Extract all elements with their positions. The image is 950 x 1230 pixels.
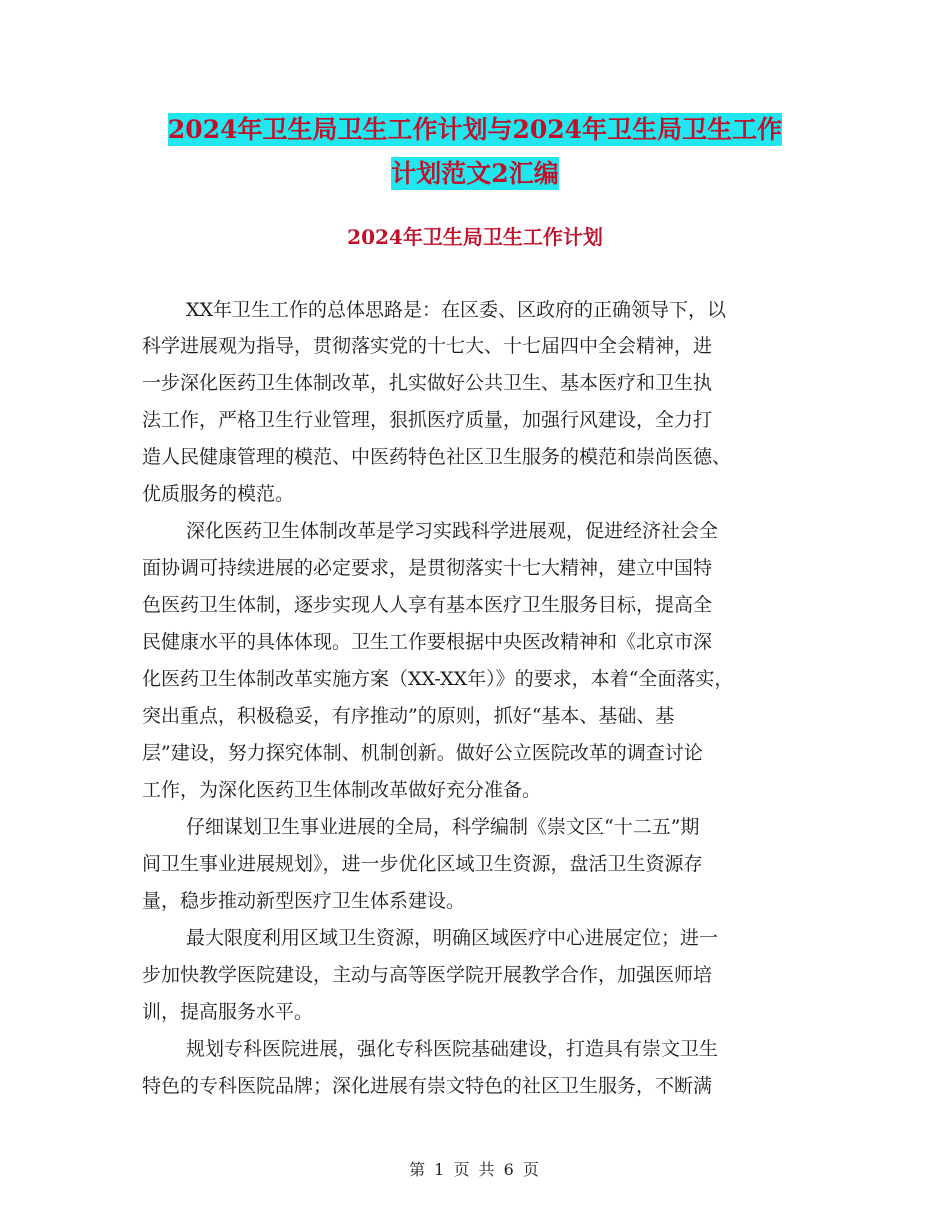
body-line-3: 一步深化医药卫生体制改革，扎实做好公共卫生、基本医疗和卫生执: [142, 372, 713, 394]
body-line-2: 科学进展观为指导，贯彻落实党的十七大、十七届四中全会精神，进: [142, 335, 713, 357]
title-highlight-2: 计划范文2汇编: [391, 159, 559, 188]
body-line-19: 步加快教学医院建设，主动与高等医学院开展教学合作，加强医师培: [142, 964, 713, 986]
title-highlight-1: 2024年卫生局卫生工作计划与2024年卫生局卫生工作: [167, 115, 783, 144]
body-line-13: 层”建设，努力探究体制、机制创新。做好公立医院改革的调查讨论: [142, 742, 703, 764]
body-line-7: 深化医药卫生体制改革是学习实践科学进展观，促进经济社会全: [186, 520, 719, 542]
body-line-1: XX年卫生工作的总体思路是：在区委、区政府的正确领导下，以: [186, 299, 727, 321]
body-line-9: 色医药卫生体制，逐步实现人人享有基本医疗卫生服务目标，提高全: [142, 594, 713, 616]
body-line-16: 间卫生事业进展规划》，进一步优化区域卫生资源，盘活卫生资源存: [142, 853, 703, 875]
body-line-21: 规划专科医院进展，强化专科医院基础建设，打造具有崇文卫生: [186, 1038, 719, 1060]
body-line-22: 特色的专科医院品牌；深化进展有崇文特色的社区卫生服务，不断满: [142, 1075, 713, 1097]
body-line-11: 化医药卫生体制改革实施方案（XX-XX年）》的要求，本着“全面落实，: [142, 668, 734, 690]
body-line-12: 突出重点，积极稳妥，有序推动”的原则，抓好“基本、基础、基: [142, 705, 675, 727]
body-line-14: 工作，为深化医药卫生体制改革做好充分准备。: [142, 779, 542, 801]
body-line-4: 法工作，严格卫生行业管理，狠抓医疗质量，加强行风建设，全力打: [142, 409, 713, 431]
body-line-10: 民健康水平的具体体现。卫生工作要根据中央医改精神和《北京市深: [142, 631, 713, 653]
page-number-footer: 第 1 页 共 6 页: [409, 1160, 541, 1179]
body-line-20: 训，提高服务水平。: [142, 1001, 314, 1023]
section-title: 2024年卫生局卫生工作计划: [347, 225, 603, 249]
body-line-5: 造人民健康管理的模范、中医药特色社区卫生服务的模范和崇尚医德、: [142, 446, 732, 468]
body-line-15: 仔细谋划卫生事业进展的全局，科学编制《崇文区“十二五”期: [186, 816, 700, 838]
body-line-6: 优质服务的模范。: [142, 483, 295, 505]
body-line-8: 面协调可持续进展的必定要求，是贯彻落实十七大精神，建立中国特: [142, 557, 713, 579]
body-line-17: 量，稳步推动新型医疗卫生体系建设。: [142, 890, 466, 912]
document-title-line-2: [100, 148, 850, 200]
body-line-18: 最大限度利用区域卫生资源，明确区域医疗中心进展定位；进一: [186, 927, 719, 949]
